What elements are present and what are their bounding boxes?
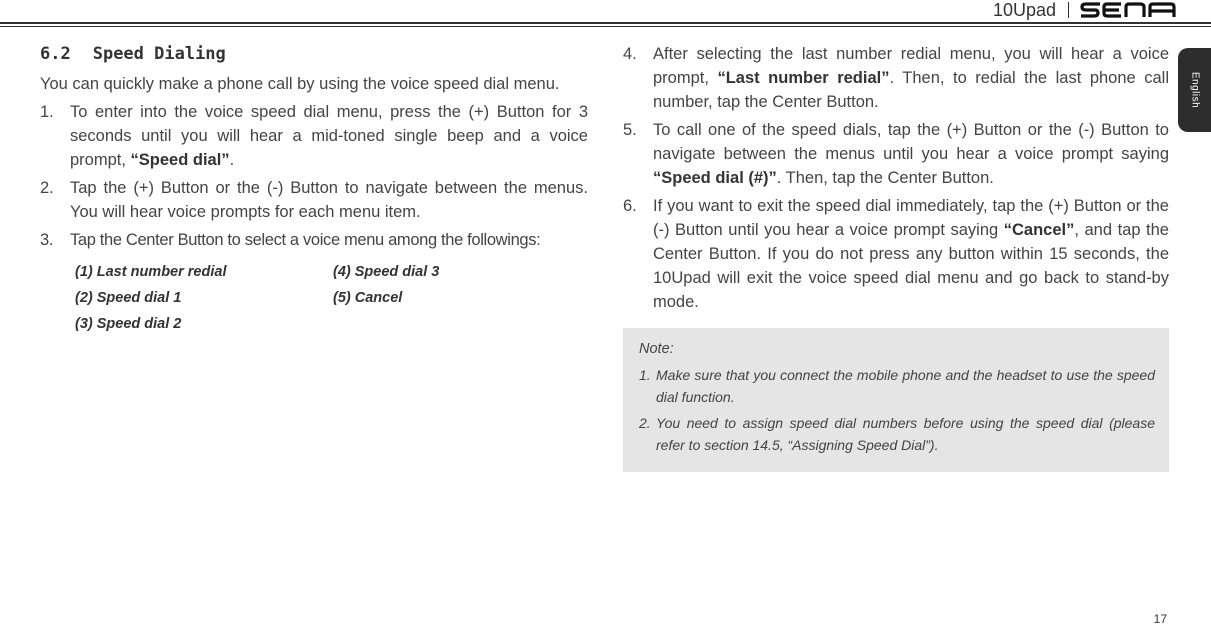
note-box bbox=[623, 328, 1169, 472]
step-item bbox=[40, 100, 588, 172]
step-text: If you want to exit the speed dial immediately, tap the (+) Button or the (-) Button until you hear a voice prompt saying bbox=[653, 197, 1169, 239]
voice-prompt-text: “Speed dial” bbox=[130, 151, 230, 169]
note-item bbox=[639, 412, 1155, 456]
step-number: 4. bbox=[623, 45, 637, 63]
step-item bbox=[623, 42, 1169, 114]
language-tab bbox=[1178, 48, 1211, 132]
step-item bbox=[623, 194, 1169, 314]
section-intro: You can quickly make a phone call by using the voice speed dial menu. bbox=[40, 75, 560, 93]
voice-menu-list bbox=[75, 262, 588, 334]
voice-menu-item: (4) Speed dial 3 bbox=[333, 264, 440, 280]
step-number: 2. bbox=[40, 179, 54, 197]
step-item bbox=[40, 176, 588, 224]
step-text-end: , and tap the Center Button. If you do not press any button within 15 seconds, the 10Upad will exit the voice speed dial menu and go back to stand-by mode. bbox=[653, 221, 1169, 311]
steps-list-left bbox=[40, 100, 588, 252]
step-number: 5. bbox=[623, 121, 637, 139]
step-text-end: . Then, to redial the last phone call number, tap the Center Button. bbox=[653, 69, 1169, 111]
left-column bbox=[40, 42, 588, 334]
header-separator bbox=[1068, 2, 1069, 18]
page-number: 17 bbox=[1153, 612, 1167, 626]
steps-list-right bbox=[623, 42, 1169, 314]
header-rule-thick bbox=[0, 22, 1211, 24]
voice-menu-item: (1) Last number redial bbox=[75, 264, 227, 280]
voice-menu-item: (2) Speed dial 1 bbox=[75, 290, 182, 306]
header-rule-thin bbox=[0, 26, 1211, 27]
section-number: 6.2 bbox=[40, 44, 71, 64]
note-number: 1. bbox=[639, 367, 651, 383]
note-title: Note: bbox=[639, 341, 674, 357]
voice-menu-item: (3) Speed dial 2 bbox=[75, 316, 182, 332]
voice-prompt-text: “Last number redial” bbox=[717, 69, 890, 87]
step-text-end: . bbox=[229, 151, 235, 169]
step-number: 6. bbox=[623, 197, 637, 215]
step-text: Tap the Center Button to select a voice menu among the followings: bbox=[70, 231, 541, 249]
note-text: You need to assign speed dial numbers before using the speed dial (please refer to section 14.5, “Assigning Speed Dial”). bbox=[656, 415, 1155, 453]
sena-logo bbox=[1080, 2, 1176, 23]
section-title: Speed Dialing bbox=[92, 44, 226, 64]
header-product-name: 10Upad bbox=[992, 0, 1056, 20]
step-text: After selecting the last number redial menu, you will hear a voice prompt, bbox=[653, 45, 1169, 87]
section-heading bbox=[40, 42, 588, 66]
step-text-end: . Then, tap the Center Button. bbox=[776, 169, 994, 187]
step-text: To enter into the voice speed dial menu, press the (+) Button for 3 seconds until you will hear a mid-toned single beep and a voice prompt, bbox=[70, 103, 588, 169]
note-item bbox=[639, 364, 1155, 408]
voice-prompt-text: “Speed dial (#)” bbox=[653, 169, 777, 187]
language-tab-label: English bbox=[1189, 71, 1200, 109]
note-text: Make sure that you connect the mobile phone and the headset to use the speed dial function. bbox=[656, 367, 1155, 405]
sena-logo-icon bbox=[1080, 2, 1176, 18]
step-item bbox=[40, 228, 588, 252]
voice-menu-item: (5) Cancel bbox=[333, 290, 403, 306]
voice-prompt-text: “Cancel” bbox=[1003, 221, 1075, 239]
step-number: 3. bbox=[40, 231, 54, 249]
step-text: Tap the (+) Button or the (-) Button to navigate between the menus. You will hear voice prompts for each menu item. bbox=[70, 179, 588, 221]
note-number: 2. bbox=[639, 415, 651, 431]
right-column bbox=[623, 42, 1169, 472]
note-list bbox=[639, 364, 1155, 456]
step-text: To call one of the speed dials, tap the (+) Button or the (-) Button to navigate between the menus until you hear a voice prompt saying bbox=[653, 121, 1169, 163]
step-number: 1. bbox=[40, 103, 54, 121]
step-item bbox=[623, 118, 1169, 190]
